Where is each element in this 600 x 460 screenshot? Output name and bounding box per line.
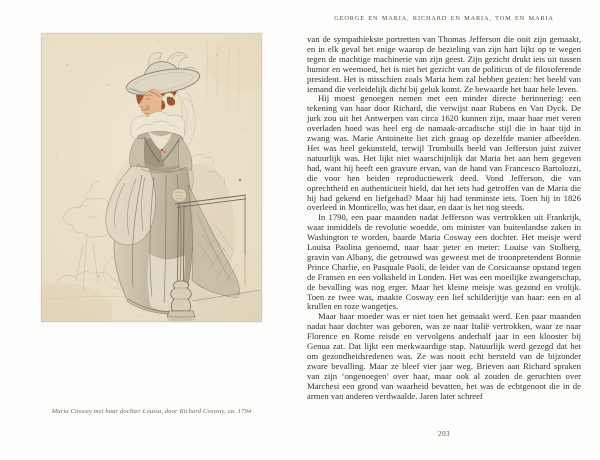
page-number: 203	[437, 430, 451, 438]
body-text	[307, 35, 581, 402]
paragraph-3: In 1790, een paar maanden nadat Jefferson was vertrokken uit Frankrijk, waar inmiddels de revolutie woedde, om minister van buitenlandse zaken in Washington te worden, baarde Maria Cosway een dochter. Het meisje werd Louisa Paolina genoemd, naar haar peter en meter: Louise van Stolberg, gravin van Albany, die getrouwd was geweest met de troonpretendent Bonnie Prince Charlie, en Pasquale Paoli, de leider van de Corsicaanse opstand tegen de Fransen en een volksheld in Londen. Het was een moeilijke zwangerschap, de bevalling was nog erger. Maar het kleine meisje was gezond en vrolijk. Toen ze twee was, maakte Cosway een lief schilderijtje van haar: een en al krullen en roze wangetjes.	[307, 212, 581, 312]
running-header: GEORGE EN MARIA, RICHARD EN MARIA, TOM EN MARIA	[334, 15, 554, 22]
maria-cosway-drawing	[41, 33, 262, 322]
artwork-caption: Maria Cosway met haar dochter Louisa, door Richard Cosway, ca. 1794	[51, 408, 252, 415]
paragraph-1: van de sympathiekste portretten van Thomas Jefferson die ooit zijn gemaakt, en in elk geval het enige waarop de bezieling van zijn hart lijkt op te wegen tegen de machtige machinerie van zijn geest. Zijn gezicht drukt iets uit tussen humor en weemoed, het is niet het gezicht van de politicus of de filosoferende president. Het is misschien zoals Maria hem zal hebben gezien: het beeld van iemand die verleidelijk dicht bij geluk komt. Ze bewaarde het haar hele leven.	[307, 34, 581, 94]
paragraph-2: Hij moest genoegen nemen met een minder directe herinnering: een tekening van haar door Richard, die verwijst naar Rubens en Van Dyck. De jurk zou uit het Antwerpen van circa 1620 kunnen zijn, maar haar met veren overladen hoed was heel erg de namaak-arcadische stijl die in haar tijd in zwang was. Marie Antoinette liet zich graag op dezelfde manier afbeelden. Het was heel gekunsteld, terwijl Trumbulls beeld van Jefferson juist zuiver natuurlijk was. Het lijkt niet waarschijnlijk dat Maria het aan hem gegeven had, want hij heeft een gravure ervan, van de hand van Francesco Bartolozzi, die voor hen beiden reproductiewerk deed. Vond Jefferson, die van oprechtheid en authenticiteit hield, dat het iets had getroffen van de Maria die hij had gekend en liefgehad? Maar hij had tenminste iets. Toen hij in 1826 overleed in Monticello, was het daar, en daar is het nog steeds.	[307, 93, 581, 213]
artwork-figure	[41, 33, 262, 322]
paragraph-4: Maar haar moeder was er niet toen het gemaakt werd. Een paar maanden nadat haar dochter was geboren, was ze naar Italië vertrokken, waar ze naar Florence en Rome reisde en vervolgens anderhalf jaar in een klooster bij Genua zat. Dat lijkt een merkwaardige stap. Natuurlijk werd gezegd dat het om gezondheidsredenen was. Ze was nooit echt hersteld van de bijzonder zware bevalling. Maar ze bleef vier jaar weg. Brieven aan Richard spraken van zijn ‘ongenoegen’ over haar, maar ook al zouden de geruchten over Marchesi een grond van waarheid bevatten, het was de echtgenoot die in de armen van anderen verdwaalde. Jaren later schreef	[307, 311, 581, 401]
